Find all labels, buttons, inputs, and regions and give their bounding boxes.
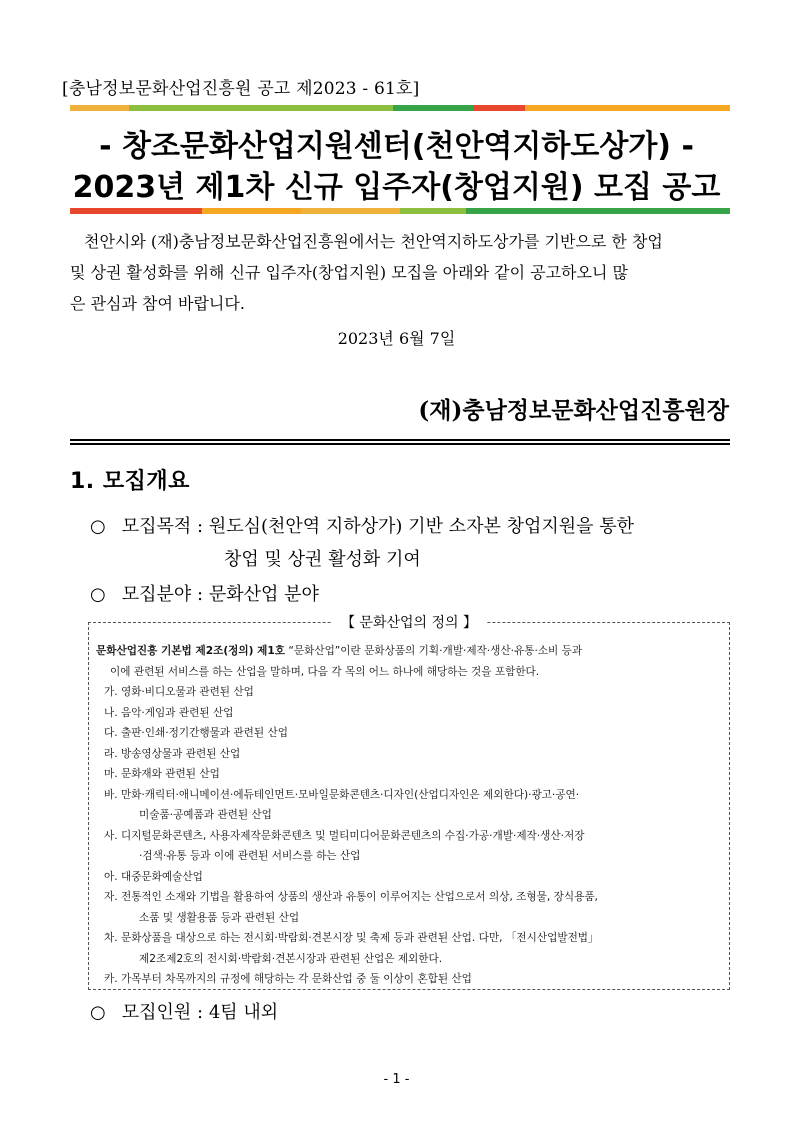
definition-item: 가. 영화·비디오물과 관련된 산업	[104, 686, 254, 698]
definition-item-cont: 미술품·공예품과 관련된 산업	[139, 809, 272, 821]
stripe-segment	[202, 208, 301, 214]
color-stripe-bottom	[70, 208, 730, 214]
title-line-2: 2023년 제1차 신규 입주자(창업지원) 모집 공고	[72, 170, 721, 205]
definition-intro-text: “문화산업”이란 문화상품의 기획·개발·제작·생산·유통·소비 등과	[288, 645, 583, 657]
definition-item: 차. 문화상품을 대상으로 하는 전시회·박람회·견본시장 및 축제 등과 관련된 산업. 다만, 「전시산업발전법」	[104, 932, 599, 944]
definition-item-cont: 제2조제2호의 전시회·박람회·견본시장과 관련된 산업은 제외한다.	[139, 952, 443, 965]
page-number: - 1 -	[383, 1072, 410, 1087]
stripe-segment	[393, 105, 472, 111]
stripe-segment	[129, 105, 393, 111]
stripe-segment	[473, 105, 526, 111]
purpose-label: 모집목적 :	[121, 516, 204, 537]
circle-bullet-icon: ○	[90, 516, 106, 537]
title-line-1: - 창조문화산업지원센터(천안역지하도상가) -	[99, 129, 694, 164]
intro-line: 천안시와 (재)충남정보문화산업진흥원에서는 천안역지하도상가를 기반으로 한 창업	[84, 232, 663, 251]
definition-body	[96, 641, 726, 990]
stripe-segment	[466, 208, 730, 214]
definition-intro-cont: 이에 관련된 서비스를 하는 산업을 말하며, 다음 각 목의 어느 하나에 해당하는 것을 포함한다.	[110, 665, 540, 678]
definition-items	[96, 682, 726, 990]
stripe-segment	[400, 208, 466, 214]
definition-item: 자. 전통적인 소재와 기법을 활용하여 상품의 생산과 유통이 이루어지는 산업으로서 의상, 조형물, 장식용품,	[104, 891, 598, 903]
law-reference: 문화산업진흥 기본법 제2조(정의) 제1호	[96, 645, 285, 657]
circle-bullet-icon: ○	[90, 584, 106, 605]
definition-item: 사. 디지털문화콘텐츠, 사용자제작문화콘텐츠 및 멀티미디어문화콘텐츠의 수집·가공·개발·제작·생산·저장	[104, 829, 585, 842]
stripe-segment	[70, 208, 202, 214]
stripe-segment	[301, 208, 400, 214]
notice-number: [충남정보문화산업진흥원 공고 제2023 - 61호]	[62, 79, 420, 99]
organization-name: (재)충남정보문화산업진흥원장	[418, 397, 729, 424]
rule-line	[70, 443, 730, 445]
field-text: 문화산업 분야	[208, 584, 319, 605]
definition-item: 바. 만화·캐릭터·애니메이션·에듀테인먼트·모바일문화콘텐츠·디자인(산업디자인은 제외한다)·광고·공연·	[104, 788, 580, 801]
definition-item-cont: ·검색·유통 등과 이에 관련된 서비스를 하는 산업	[139, 850, 361, 862]
definition-item: 아. 대중문화예술산업	[104, 870, 203, 883]
definition-item: 라. 방송영상물과 관련된 산업	[104, 747, 241, 760]
purpose-text-cont: 창업 및 상권 활성화 기여	[224, 549, 421, 570]
recruit-count-text: 4팀 내외	[208, 1002, 279, 1023]
intro-line: 및 상권 활성화를 위해 신규 입주자(창업지원) 모집을 아래와 같이 공고하오니 많	[70, 263, 628, 282]
recruit-count-label: 모집인원 :	[121, 1002, 204, 1023]
stripe-segment	[525, 105, 730, 111]
definition-intro	[96, 641, 726, 662]
stripe-segment	[70, 105, 129, 111]
field-label: 모집분야 :	[121, 584, 204, 605]
definition-item: 다. 출판·인쇄·정기간행물과 관련된 산업	[104, 727, 288, 739]
definition-item: 마. 문화재와 관련된 산업	[104, 768, 220, 780]
section-title: 1. 모집개요	[70, 469, 190, 494]
circle-bullet-icon: ○	[90, 1002, 106, 1023]
intro-line: 은 관심과 참여 바랍니다.	[70, 294, 245, 313]
definition-title-text: 【 문화산업의 정의 】	[331, 615, 487, 631]
purpose-text: 원도심(천안역 지하상가) 기반 소자본 창업지원을 통한	[208, 516, 634, 537]
definition-title	[88, 612, 730, 632]
recruit-count-bullet	[90, 998, 278, 1024]
definition-item: 나. 음악·게임과 관련된 산업	[104, 706, 234, 719]
intro-paragraph	[70, 226, 730, 319]
definition-item-cont: 소품 및 생활용품 등과 관련된 산업	[139, 911, 300, 924]
purpose-bullet	[90, 512, 634, 538]
field-bullet	[90, 580, 319, 606]
rule-line	[70, 439, 730, 441]
notice-date: 2023년 6월 7일	[337, 329, 456, 348]
color-stripe-top	[70, 105, 730, 111]
double-rule-divider	[70, 439, 730, 447]
definition-item: 카. 가목부터 차목까지의 규정에 해당하는 각 문화산업 중 둘 이상이 혼합된 산업	[104, 973, 472, 985]
